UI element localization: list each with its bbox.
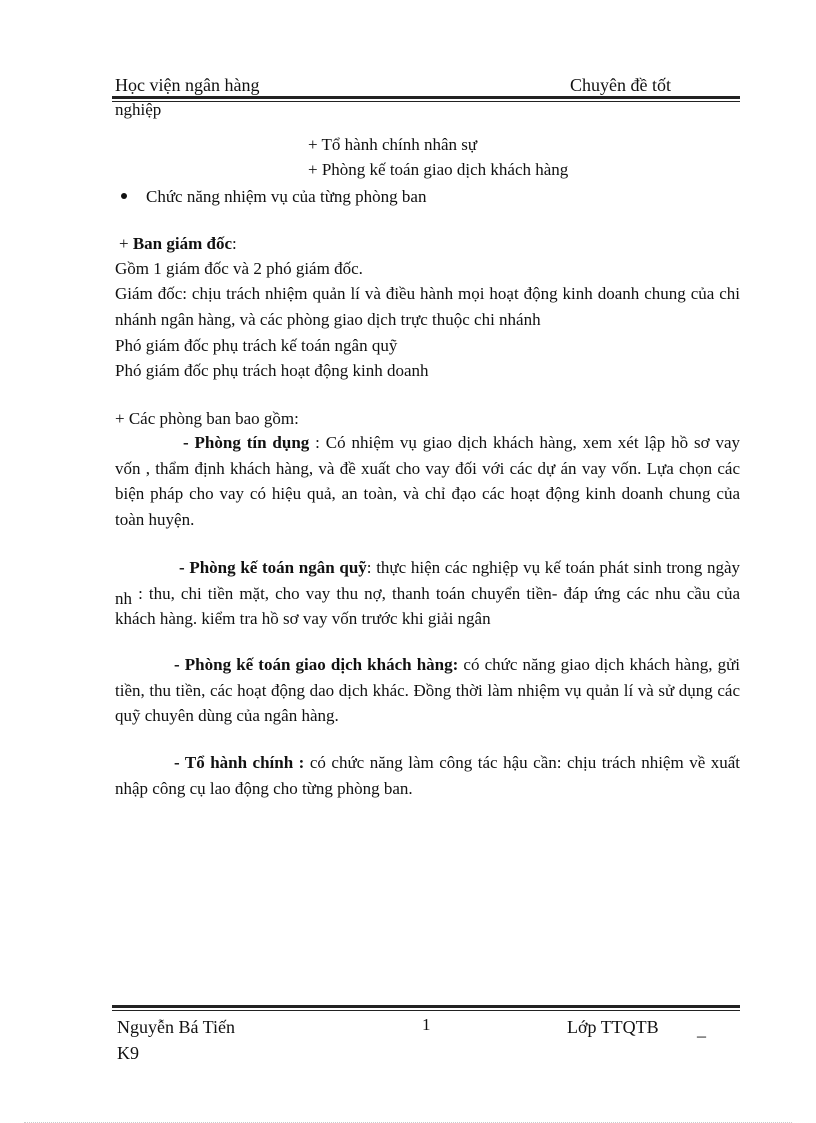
paragraph-phong-ngan-quy xyxy=(115,555,740,632)
header-rule-thin xyxy=(112,101,740,102)
paragraph-to-hanh-chinh xyxy=(115,750,740,801)
bullet-text: Chức năng nhiệm vụ của từng phòng ban xyxy=(146,187,427,206)
text-phong-giao-dich: có chức năng giao dịch khách hàng, gửi tiền, thu tiền, các hoạt động dao dịch khác. Đồng thời làm nhiệm vụ quản lí và sử dụng các quỹ chuyên dùng của ngân hàng. xyxy=(115,655,741,725)
paragraph-line: Gồm 1 giám đốc và 2 phó giám đốc. xyxy=(115,259,363,278)
bullet-icon xyxy=(121,193,127,199)
heading-to-hanh-chinh: - Tổ hành chính : xyxy=(174,753,305,772)
paragraph-giam-doc: Giám đốc: chịu trách nhiệm quản lí và điều hành mọi hoạt động kinh doanh chung của chi nhánh ngân hàng, và các phòng giao dịch trực thuộc chi nhánh xyxy=(115,284,740,329)
header-rule-thick xyxy=(112,96,740,99)
list-item: + Tổ hành chính nhân sự xyxy=(308,135,478,154)
header-continuation: nghiệp xyxy=(115,100,162,119)
paragraph-line: Phó giám đốc phụ trách kế toán ngân quỹ xyxy=(115,336,398,355)
paragraph-line: Phó giám đốc phụ trách hoạt động kinh doanh xyxy=(115,361,429,380)
heading-colon: : xyxy=(232,234,237,253)
header-left: Học viện ngân hàng xyxy=(115,75,260,95)
footer-author: Nguyễn Bá Tiến xyxy=(117,1017,236,1037)
section-intro: + Các phòng ban bao gồm: xyxy=(115,409,299,428)
footer-underscore: _ xyxy=(697,1019,706,1039)
footer-rule-thin xyxy=(112,1010,740,1011)
section-heading xyxy=(119,235,237,252)
paragraph-phong-tin-dung xyxy=(115,430,740,532)
heading-prefix: + xyxy=(119,234,133,253)
heading-phong-ngan-quy: - Phòng kế toán ngân quỹ xyxy=(179,558,367,577)
heading-ban-giam-doc: Ban giám đốc xyxy=(132,234,233,253)
footer-rule-thick xyxy=(112,1005,740,1008)
subscript-nh: nh xyxy=(115,588,132,608)
paragraph-phong-giao-dich xyxy=(115,652,740,729)
header-right: Chuyên đề tốt xyxy=(570,75,671,95)
text-phong-tin-dung: : Có nhiệm vụ giao dịch khách hàng, xem xét lập hồ sơ vay vốn , thẩm định khách hàng, và đề xuất cho vay đối với các dự án vay vốn. Lựa chọn các biện pháp cho vay có hiệu quả, an toàn, và chỉ đạo các hoạt động kinh doanh chung của toàn huyện. xyxy=(115,433,740,529)
text-to-hanh-chinh: có chức năng làm công tác hậu cần: chịu trách nhiệm về xuất nhập công cụ lao động cho từng phòng ban. xyxy=(115,753,741,798)
list-item: + Phòng kế toán giao dịch khách hàng xyxy=(308,160,569,179)
text-phong-ngan-quy-a: : thực hiện các nghiệp vụ kế toán phát sinh trong ngày xyxy=(366,558,741,577)
footer-class: Lớp TTQTB xyxy=(567,1017,659,1037)
text-phong-ngan-quy-b: : thu, chi tiền mặt, cho vay thu nợ, thanh toán chuyển tiền- đáp ứng các nhu cầu của khách hàng. kiểm tra hồ sơ vay vốn trước khi giải ngân xyxy=(115,583,740,628)
footer-page-number: 1 xyxy=(422,1015,431,1034)
footer-continuation: K9 xyxy=(117,1043,139,1063)
heading-phong-giao-dich: - Phòng kế toán giao dịch khách hàng: xyxy=(174,655,459,674)
heading-phong-tin-dung: - Phòng tín dụng xyxy=(183,433,310,452)
